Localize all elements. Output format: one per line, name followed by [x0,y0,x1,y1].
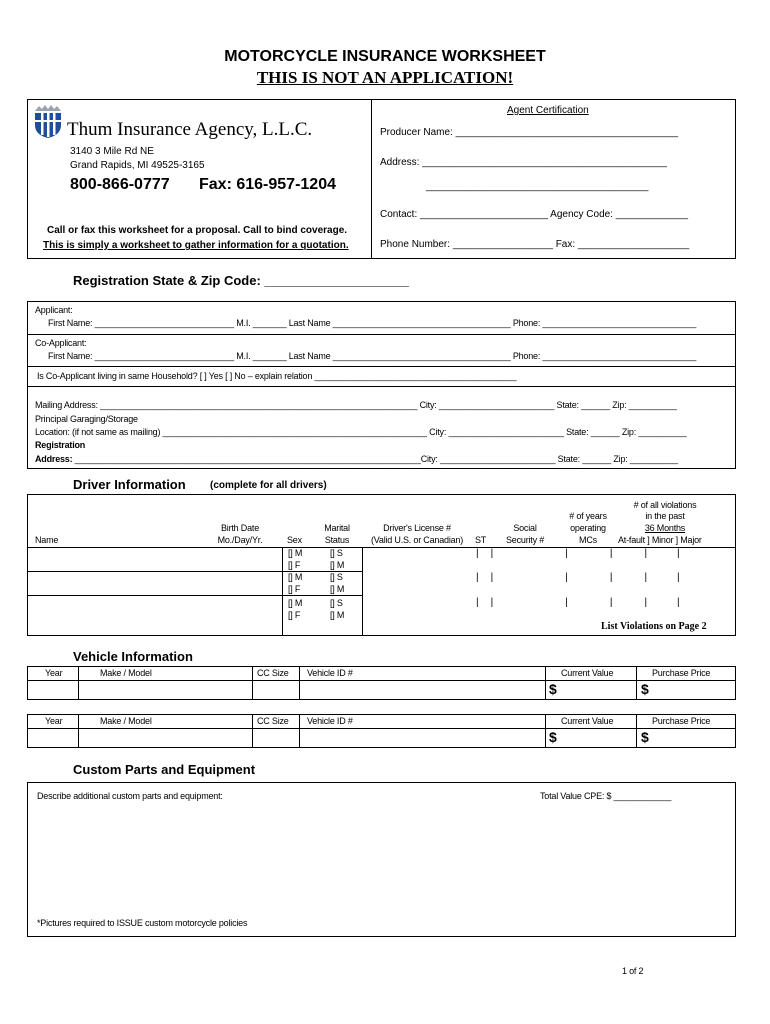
divider [282,595,283,636]
col-years-2: operating [570,523,606,533]
sex-male-option[interactable]: [] M [288,598,303,608]
col-birth-1: Birth Date [220,523,260,533]
custom-parts-note: *Pictures required to ISSUE custom motorcycle policies [37,918,248,928]
vehicle-price-header: Purchase Price [652,716,711,726]
col-years-1: # of years [569,511,607,521]
driver-info-heading: Driver Information [73,477,186,492]
row-3-bars [476,597,680,608]
divider [78,714,79,748]
vehicle-value-dollar[interactable]: $ [549,681,557,697]
marital-married-option[interactable]: [] M [330,610,345,620]
marital-checkbox-3[interactable] [330,597,344,621]
divider [282,547,283,595]
divider [252,714,253,748]
marital-checkbox-2[interactable] [330,571,344,595]
bar: | [644,597,648,608]
sex-female-option[interactable]: [] F [288,560,301,570]
agency-divider [371,99,372,259]
divider [27,728,736,729]
bar: | [490,597,494,608]
col-sex: Sex [287,535,302,545]
divider [299,714,300,748]
vehicle-vin-header: Vehicle ID # [307,716,353,726]
custom-parts-describe: Describe additional custom parts and equipment: [37,791,223,801]
co-applicant-fields[interactable]: First Name: _____________________________ M.I. _______ Last Name _____________________________________ Phone: ________________________________ [48,351,697,361]
divider [27,366,736,367]
vehicle-price-dollar[interactable]: $ [641,729,649,745]
divider [78,666,79,700]
divider [636,666,637,700]
bar: | [490,572,494,583]
col-violations-2: in the past [645,511,685,521]
bar: | [677,548,680,559]
col-license-2: (Valid U.S. or Canadian) [370,535,464,545]
agent-contact-field[interactable]: Contact: _______________________ Agency Code: _____________ [380,209,689,220]
sex-female-option[interactable]: [] F [288,610,301,620]
vehicle-price-header: Purchase Price [652,668,711,678]
applicant-heading: Applicant: [35,305,73,315]
page-title: MOTORCYCLE INSURANCE WORKSHEET [224,48,546,65]
mailing-address-field[interactable]: Mailing Address: __________________________________________________________________ City: ________________________ State: ______ Zip: __________ [35,400,677,410]
vehicle-value-header: Current Value [561,716,614,726]
bar: | [677,597,680,608]
agency-logo-icon [33,103,63,139]
agent-address-field[interactable]: Address: ____________________________________________ [380,157,667,168]
col-marital-2: Status [324,535,350,545]
bar: | [677,572,680,583]
col-ssn-2: Security # [505,535,545,545]
vehicle-year-header: Year [45,716,63,726]
bar: | [476,572,479,583]
col-ssn-1: Social [513,523,537,533]
registration-label: Registration [35,440,86,450]
vehicle-cc-header: CC Size [257,716,289,726]
divider [27,680,736,681]
marital-checkbox-1[interactable] [330,547,344,571]
col-violations-4: At-fault ] Minor ] Major [618,535,702,545]
custom-parts-heading: Custom Parts and Equipment [73,762,256,777]
sex-male-option[interactable]: [] M [288,572,303,582]
divider [27,571,363,572]
vehicle-make-header: Make / Model [100,716,152,726]
bar: | [644,548,648,559]
sex-male-option[interactable]: [] M [288,548,303,558]
vehicle-year-header: Year [45,668,63,678]
garaging-label: Principal Garaging/Storage [35,414,138,424]
vehicle-price-dollar[interactable]: $ [641,681,649,697]
bar: | [644,572,648,583]
bar: | [565,572,568,583]
agency-note-2: This is simply a worksheet to gather information for a quotation. [43,240,349,251]
agency-note-1: Call or fax this worksheet for a proposal. Call to bind coverage. [47,225,348,236]
col-years-3: MCs [579,535,597,545]
row-1-bars [476,548,680,559]
col-name: Name [35,535,59,545]
marital-single-option[interactable]: [] S [330,548,343,558]
col-birth-2: Mo./Day/Yr. [217,535,263,545]
marital-married-option[interactable]: [] M [330,560,345,570]
page-number: 1 of 2 [622,966,644,976]
bar: | [609,597,613,608]
col-violations-1: # of all violations [633,500,697,510]
bar: | [476,597,479,608]
divider [362,547,363,636]
bar: | [565,548,568,559]
custom-parts-total[interactable]: Total Value CPE: $ ____________ [540,791,672,801]
co-applicant-heading: Co-Applicant: [35,338,87,348]
col-st: ST [475,535,487,545]
vehicle-cc-header: CC Size [257,668,289,678]
row-2-bars [476,572,680,583]
marital-single-option[interactable]: [] S [330,572,343,582]
vehicle-vin-header: Vehicle ID # [307,668,353,678]
divider [27,595,363,596]
producer-name-field[interactable]: Producer Name: ________________________________________ [380,127,679,138]
sex-checkbox-2[interactable] [288,571,302,595]
registration-address-field[interactable] [35,454,678,464]
sex-checkbox-1[interactable] [288,547,302,571]
agent-certification-heading: Agent Certification [507,105,589,116]
violations-footnote: List Violations on Page 2 [601,621,707,632]
registration-address-value: ________________________________________________________________________City: ________________________ State: ______ Zip: __________ [72,454,678,464]
agency-street: 3140 3 Mile Rd NE [70,146,154,157]
page-subtitle: THIS IS NOT AN APPLICATION! [256,68,514,87]
household-question[interactable]: Is Co-Applicant living in same Household? [ ] Yes [ ] No – explain relation __________________________________________ [37,371,517,381]
bar: | [565,597,568,608]
divider [299,666,300,700]
bar: | [609,572,613,583]
col-license-1: Driver's License # [383,523,451,533]
agent-phone-field[interactable]: Phone Number: __________________ Fax: ____________________ [380,239,690,250]
marital-married-option[interactable]: [] M [330,584,345,594]
divider [27,386,736,387]
driver-info-note: (complete for all drivers) [210,480,327,491]
registration-address-label: Address: [35,454,73,464]
divider [636,714,637,748]
divider [545,666,546,700]
agent-address-line-2[interactable]: ________________________________________ [426,181,649,192]
marital-single-option[interactable]: [] S [330,598,343,608]
bar: | [490,548,494,559]
agency-city: Grand Rapids, MI 49525-3165 [70,160,205,171]
sex-female-option[interactable]: [] F [288,584,301,594]
registration-state-zip[interactable]: Registration State & Zip Code: ____________________ [73,273,410,288]
vehicle-info-heading: Vehicle Information [73,649,193,664]
custom-parts-box[interactable] [27,782,736,937]
garaging-location-field[interactable]: Location: (if not same as mailing) _______________________________________________________ City: ________________________ State: ______ Zip: __________ [35,427,687,437]
divider [545,714,546,748]
applicant-fields[interactable]: First Name: _____________________________ M.I. _______ Last Name _____________________________________ Phone: ________________________________ [48,318,697,328]
agency-name: Thum Insurance Agency, L.L.C. [67,119,313,140]
sex-checkbox-3[interactable] [288,597,302,621]
vehicle-make-header: Make / Model [100,668,152,678]
agency-phone: 800-866-0777 [70,176,170,193]
agency-fax: Fax: 616-957-1204 [199,176,336,193]
divider [27,334,736,335]
bar: | [609,548,613,559]
bar: | [476,548,479,559]
divider [252,666,253,700]
vehicle-value-header: Current Value [561,668,614,678]
vehicle-value-dollar[interactable]: $ [549,729,557,745]
col-violations-3: 36 Months [644,523,686,533]
col-marital-1: Marital [324,523,350,533]
